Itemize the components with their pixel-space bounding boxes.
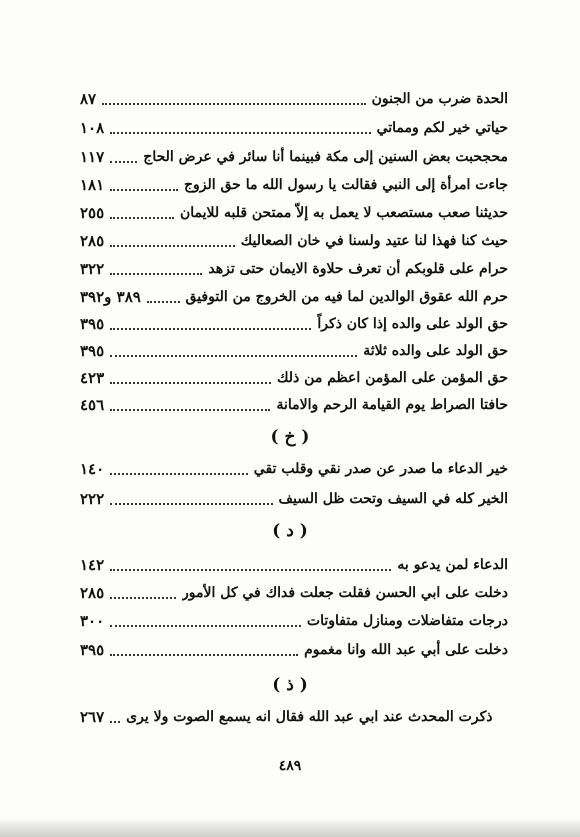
index-entry bbox=[80, 486, 508, 512]
index-entry bbox=[80, 256, 508, 282]
entry-page-number: ٣٩٥ bbox=[80, 342, 105, 360]
entry-page-number: ٣٢٢ bbox=[80, 260, 105, 278]
dot-leader bbox=[110, 721, 120, 723]
entry-page-number: ٢٨٥ bbox=[80, 584, 105, 602]
dot-leader bbox=[110, 273, 202, 275]
entry-page-number: ٣٠٠ bbox=[80, 612, 105, 630]
page-edge-shadow bbox=[0, 818, 580, 837]
section-heading: ( خ ) bbox=[270, 427, 310, 447]
entry-page-number: ١٠٨ bbox=[80, 119, 105, 137]
entry-text: دخلت على أبي عبد الله وانا مغموم bbox=[304, 642, 508, 658]
index-entry bbox=[80, 608, 508, 634]
entry-page-number: ٢٢٢ bbox=[80, 490, 105, 508]
entry-text: حق الولد على والده إذا كان ذكراً bbox=[317, 316, 508, 332]
entry-page-number: ٨٧ bbox=[80, 90, 97, 108]
index-entry bbox=[80, 552, 508, 578]
entry-text: حرام على قلوبكم أن تعرف حلاوة الايمان حتى تزهد bbox=[208, 261, 508, 277]
entry-text: الدعاء لمن يدعو به bbox=[397, 557, 508, 573]
entry-text: حياتي خير لكم ومماتي bbox=[376, 120, 508, 136]
index-entry bbox=[80, 115, 508, 141]
entry-page-number: ٤٢٣ bbox=[80, 369, 105, 387]
entry-page-number: ٢٦٧ bbox=[80, 708, 105, 726]
entry-text: دخلت على ابي الحسن فقلت جعلت فداك في كل الأمور bbox=[182, 585, 508, 601]
index-entry bbox=[80, 86, 508, 112]
dot-leader bbox=[110, 503, 272, 505]
entry-text: حق المؤمن على المؤمن اعظم من ذلك bbox=[276, 370, 508, 386]
dot-leader bbox=[110, 355, 357, 357]
dot-leader bbox=[110, 328, 311, 330]
entry-page-number: ٣٨٩ و٣٩٢ bbox=[80, 288, 141, 306]
dot-leader bbox=[102, 103, 365, 105]
entry-text: حق الولد على والده ثلاثة bbox=[363, 343, 508, 359]
dot-leader bbox=[110, 132, 370, 134]
index-entry bbox=[80, 580, 508, 606]
entry-text: حديثنا صعب مستصعب لا يعمل به إلاّ ممتحن قلبه للايمان bbox=[179, 205, 508, 221]
index-entry bbox=[80, 704, 508, 730]
entry-text: ذكرت المحدث عند ابي عبد الله فقال انه يسمع الصوت ولا يرى bbox=[126, 709, 493, 725]
dot-leader bbox=[110, 597, 176, 599]
index-entry bbox=[80, 392, 508, 418]
dot-leader bbox=[110, 625, 301, 627]
index-entry bbox=[80, 365, 508, 391]
index-entry bbox=[80, 200, 508, 226]
dot-leader bbox=[110, 217, 174, 219]
entry-text: درجات متفاضلات ومنازل متفاوتات bbox=[306, 613, 508, 629]
index-entry bbox=[80, 172, 508, 198]
entry-page-number: ٤٥٦ bbox=[80, 396, 105, 414]
entry-page-number: ١١٧ bbox=[80, 148, 105, 166]
entry-page-number: ١٤٠ bbox=[80, 460, 105, 478]
entry-page-number: ٢٨٥ bbox=[80, 232, 105, 250]
entry-page-number: ١٤٢ bbox=[80, 556, 105, 574]
dot-leader bbox=[110, 161, 137, 163]
entry-page-number: ٣٩٥ bbox=[80, 641, 105, 659]
index-entry bbox=[80, 338, 508, 364]
dot-leader bbox=[110, 409, 270, 411]
dot-leader bbox=[110, 569, 391, 571]
dot-leader bbox=[110, 654, 298, 656]
entry-text: حيث كنا فهذا لنا عتيد ولسنا في خان الصعاليك bbox=[240, 233, 508, 249]
entry-text: الحدة ضرب من الجنون bbox=[371, 91, 508, 107]
entry-text: محجحبت بعض السنين إلى مكة فبينما أنا سائر في عرض الحاج bbox=[143, 149, 508, 165]
entry-text: حافتا الصراط يوم القيامة الرحم والامانة bbox=[276, 397, 508, 413]
dot-leader bbox=[110, 382, 271, 384]
entry-page-number: ٢٥٥ bbox=[80, 204, 105, 222]
dot-leader bbox=[110, 245, 235, 247]
index-entry bbox=[80, 284, 508, 310]
entry-text: جاءت امرأة إلى النبي فقالت يا رسول الله ما حق الزوج bbox=[183, 177, 508, 193]
index-entry bbox=[80, 637, 508, 663]
entry-text: حرم الله عقوق الوالدين لما فيه من الخروج من التوفيق bbox=[185, 289, 508, 305]
index-entry bbox=[80, 456, 508, 482]
entry-text: الخير كله في السيف وتحت ظل السيف bbox=[278, 491, 508, 507]
dot-leader bbox=[110, 189, 178, 191]
entry-text: خير الدعاء ما صدر عن صدر نقي وقلب تقي bbox=[253, 461, 508, 477]
page-number: ٤٨٩ bbox=[278, 758, 302, 774]
index-entry bbox=[80, 228, 508, 254]
index-entry bbox=[80, 144, 508, 170]
entry-page-number: ١٨١ bbox=[80, 176, 105, 194]
dot-leader bbox=[147, 301, 180, 303]
entry-page-number: ٣٩٥ bbox=[80, 315, 105, 333]
dot-leader bbox=[110, 473, 248, 475]
section-heading: ( ذ ) bbox=[272, 675, 308, 695]
section-heading: ( د ) bbox=[272, 521, 308, 541]
index-entry bbox=[80, 311, 508, 337]
